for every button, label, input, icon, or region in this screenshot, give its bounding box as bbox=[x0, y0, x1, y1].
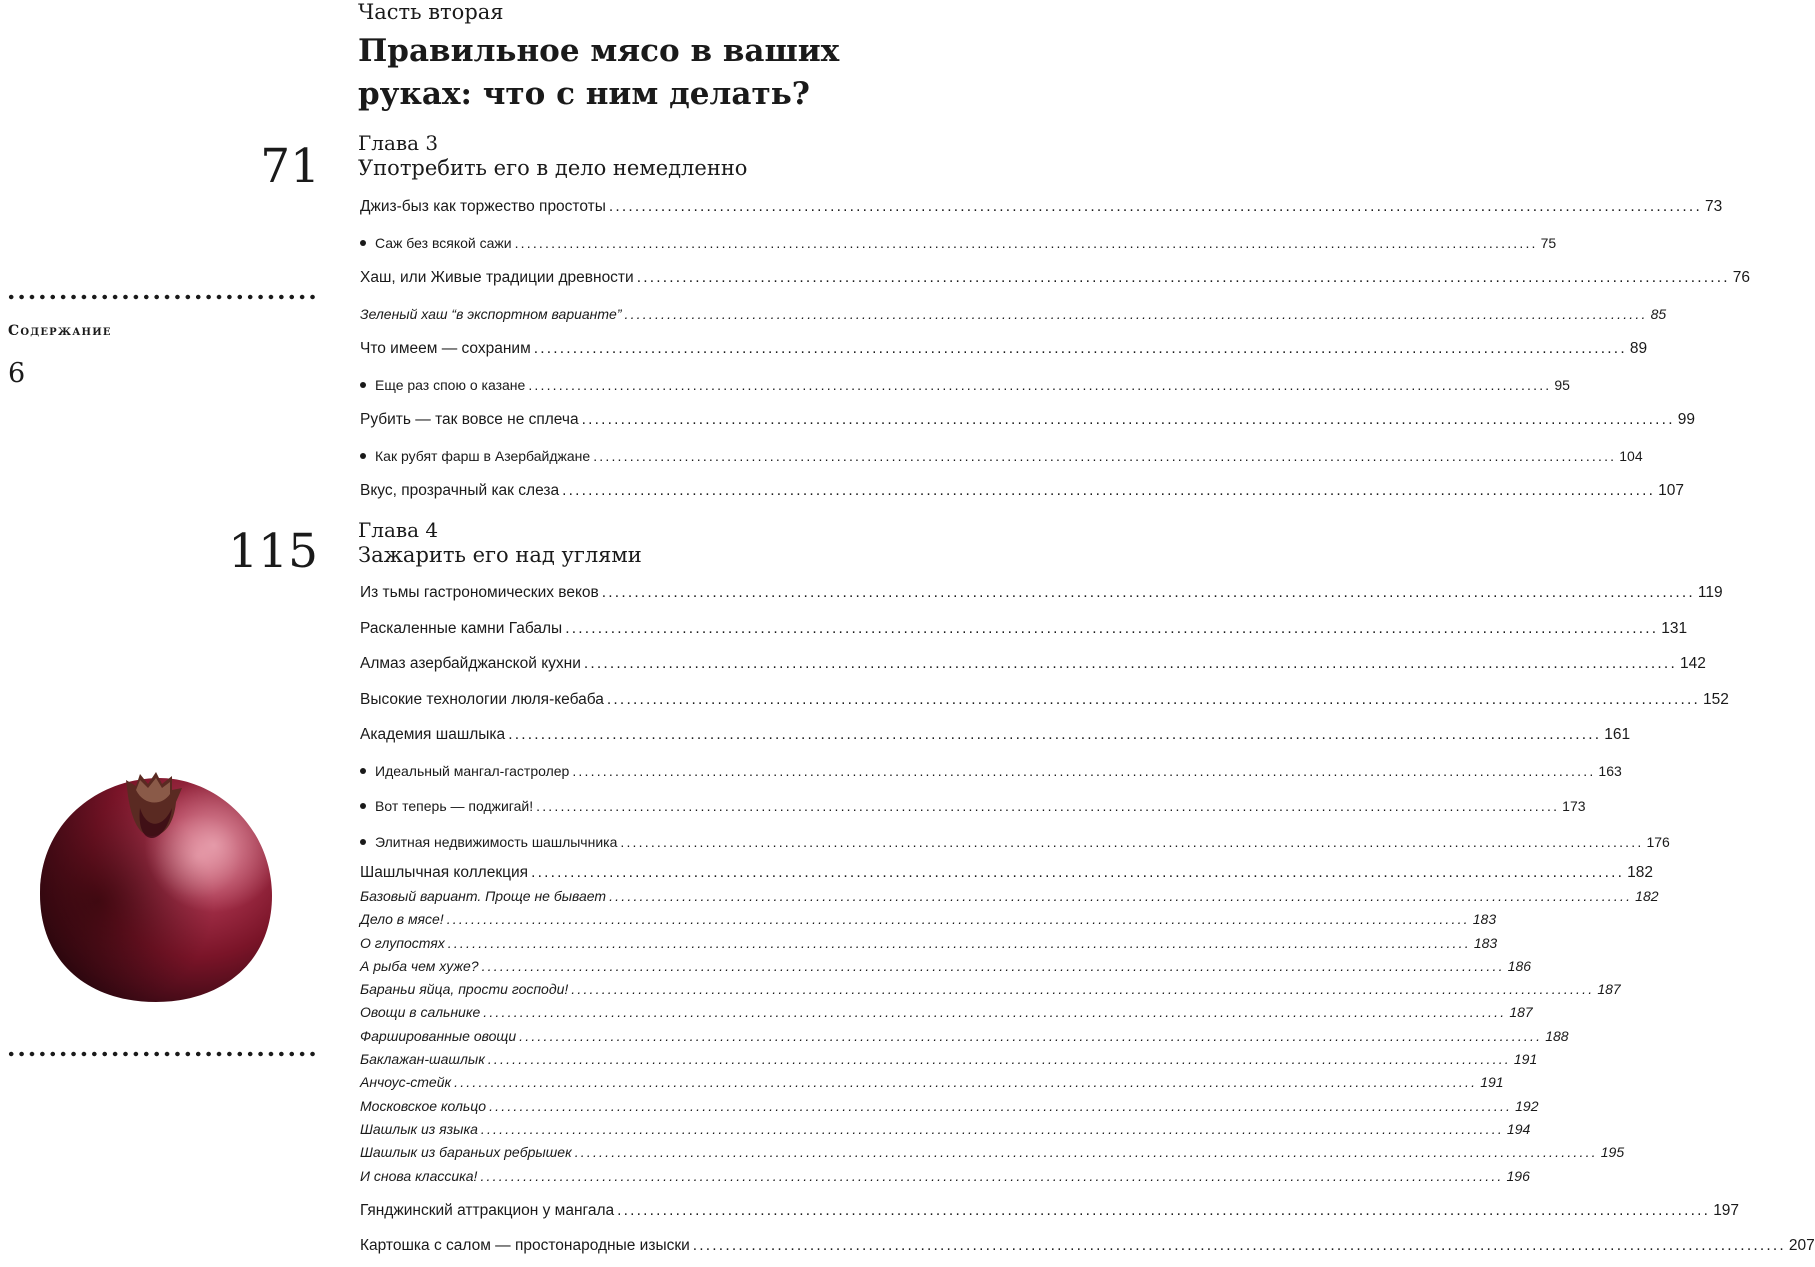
toc-entry[interactable] bbox=[360, 476, 1685, 512]
dot-leader bbox=[488, 1048, 1511, 1070]
dot-leader bbox=[617, 1196, 1710, 1226]
chapter4-label: Глава 4 bbox=[358, 518, 439, 542]
toc-entry-page: 85 bbox=[1650, 305, 1667, 322]
bullet-icon bbox=[360, 803, 366, 809]
toc-entry[interactable] bbox=[360, 1095, 1539, 1118]
toc-entry-title bbox=[360, 862, 528, 884]
toc-entry-title bbox=[360, 405, 579, 435]
toc-entry-text: Джиз-быз как торжество простоты bbox=[360, 198, 606, 215]
toc-entry-title bbox=[360, 263, 634, 293]
toc-entry-text: Что имеем — сохраним bbox=[360, 340, 531, 357]
toc-entry-text: Идеальный мангал-гастролер bbox=[375, 762, 570, 779]
toc-entry[interactable] bbox=[360, 720, 1631, 756]
dot-leader bbox=[483, 1001, 1506, 1023]
toc-entry-title bbox=[360, 1141, 572, 1163]
toc-entry-title bbox=[360, 334, 531, 364]
toc-entry-page: 187 bbox=[1509, 1004, 1533, 1021]
toc-entry-text: Элитная недвижимость шашлычника bbox=[375, 833, 618, 850]
toc-entry-page: 196 bbox=[1506, 1167, 1530, 1184]
toc-entry[interactable] bbox=[360, 1196, 1740, 1232]
section-label: Содержание bbox=[8, 323, 112, 339]
toc-entry-text: Вот теперь — поджигай! bbox=[375, 798, 534, 814]
dot-leader bbox=[565, 614, 1658, 644]
toc-entry-page: 119 bbox=[1697, 584, 1723, 601]
toc-entry-text: Рубить — так вовсе не сплеча bbox=[360, 411, 579, 428]
dot-leader bbox=[480, 1165, 1503, 1187]
toc-entry-text: Саж без всякой сажи bbox=[375, 234, 512, 251]
toc-entry-title bbox=[360, 1025, 516, 1047]
toc-entry-text: Алмаз азербайджанской кухни bbox=[360, 655, 581, 672]
toc-entry[interactable] bbox=[360, 756, 1622, 792]
dot-leader bbox=[448, 932, 1471, 954]
toc-entry-page: 95 bbox=[1554, 376, 1570, 393]
toc-entry[interactable] bbox=[360, 885, 1659, 908]
toc-entry[interactable] bbox=[360, 578, 1723, 614]
toc-entry[interactable] bbox=[360, 1118, 1531, 1141]
chapter4-toc bbox=[360, 578, 1815, 1267]
toc-entry-page: 187 bbox=[1597, 981, 1621, 998]
dot-leader bbox=[609, 885, 1632, 907]
toc-entry-page: 75 bbox=[1540, 234, 1557, 251]
toc-entry-page: 176 bbox=[1646, 833, 1670, 850]
bullet-icon bbox=[360, 768, 366, 774]
pomegranate-image bbox=[36, 766, 276, 1006]
toc-entry[interactable] bbox=[360, 1141, 1625, 1164]
page-number: 6 bbox=[8, 358, 26, 389]
toc-entry[interactable] bbox=[360, 192, 1723, 228]
bullet-icon bbox=[360, 240, 366, 246]
toc-entry-text: Шашлык из языка bbox=[360, 1120, 478, 1137]
toc-entry-page: 99 bbox=[1677, 411, 1695, 428]
toc-entry-title bbox=[360, 578, 599, 608]
dot-leader bbox=[482, 955, 1505, 977]
dot-leader bbox=[481, 1118, 1504, 1140]
toc-entry-page: 197 bbox=[1713, 1201, 1740, 1219]
chapter4-title: Зажарить его над углями bbox=[358, 543, 642, 567]
toc-entry-text: О глупостях bbox=[360, 934, 445, 951]
toc-entry-text: Картошка с салом — простонародные изыски bbox=[360, 1237, 690, 1255]
toc-entry-text: Из тьмы гастрономических веков bbox=[360, 584, 599, 601]
toc-entry-title bbox=[360, 1196, 614, 1226]
toc-entry-text: Московское кольцо bbox=[360, 1097, 487, 1114]
toc-entry-title bbox=[360, 685, 604, 715]
toc-entry-title bbox=[360, 476, 559, 506]
toc-entry[interactable] bbox=[360, 263, 1751, 299]
toc-entry-page: 194 bbox=[1506, 1120, 1531, 1137]
toc-entry-title bbox=[360, 441, 590, 471]
toc-entry-title bbox=[360, 756, 569, 786]
toc-entry[interactable] bbox=[360, 791, 1586, 827]
dot-leader bbox=[534, 334, 1627, 364]
dot-leader bbox=[637, 263, 1730, 293]
dot-leader bbox=[528, 370, 1551, 400]
toc-entry-page: 192 bbox=[1515, 1097, 1539, 1114]
toc-entry-text: Как рубят фарш в Азербайджане bbox=[375, 447, 591, 464]
toc-entry-page: 76 bbox=[1732, 269, 1751, 286]
toc-entry-text: Овощи в сальнике bbox=[360, 1004, 481, 1021]
toc-entry-title bbox=[360, 720, 505, 750]
toc-entry[interactable] bbox=[360, 978, 1621, 1001]
dotted-divider-top bbox=[6, 294, 318, 300]
toc-entry[interactable] bbox=[360, 405, 1695, 441]
toc-entry[interactable] bbox=[360, 370, 1570, 406]
dot-leader bbox=[582, 405, 1675, 435]
toc-entry-text: Шашлык из бараньих ребрышек bbox=[360, 1144, 572, 1161]
chapter3-title: Употребить его в дело немедленно bbox=[358, 156, 748, 180]
toc-entry-text: Шашлычная коллекция bbox=[360, 864, 529, 881]
toc-entry[interactable] bbox=[360, 1165, 1530, 1188]
toc-entry-title bbox=[360, 885, 606, 907]
dot-leader bbox=[454, 1071, 1477, 1093]
toc-entry-page: 104 bbox=[1619, 447, 1643, 464]
dot-leader bbox=[584, 649, 1677, 679]
dot-leader bbox=[575, 1141, 1598, 1163]
toc-entry-page: 152 bbox=[1703, 690, 1729, 708]
toc-entry[interactable] bbox=[360, 228, 1557, 264]
toc-entry-title bbox=[360, 228, 512, 258]
toc-entry-text: Раскаленные камни Габалы bbox=[360, 619, 563, 637]
toc-entry-text: Фаршированные овощи bbox=[360, 1027, 517, 1044]
dot-leader bbox=[572, 756, 1595, 786]
toc-entry-page: 89 bbox=[1629, 340, 1648, 357]
toc-entry-title bbox=[360, 299, 622, 329]
dot-leader bbox=[536, 791, 1559, 821]
part-title: Правильное мясо в ваших руках: что с ним делать? bbox=[358, 33, 840, 112]
toc-entry-title bbox=[360, 1095, 486, 1117]
dot-leader bbox=[508, 720, 1601, 750]
toc-entry-title bbox=[360, 791, 533, 821]
toc-entry-page: 186 bbox=[1507, 957, 1532, 974]
dot-leader bbox=[602, 578, 1695, 608]
chapter3-toc bbox=[360, 192, 1751, 512]
toc-entry-text: Высокие технологии люля-кебаба bbox=[360, 690, 604, 708]
toc-entry-page: 191 bbox=[1480, 1074, 1504, 1091]
toc-entry[interactable] bbox=[360, 862, 1654, 885]
toc-entry-title bbox=[360, 370, 525, 400]
toc-entry-page: 207 bbox=[1788, 1237, 1815, 1255]
toc-entry-text: И снова классика! bbox=[360, 1167, 478, 1184]
chapter4-start-page: 115 bbox=[228, 524, 318, 579]
toc-entry-title bbox=[360, 908, 444, 930]
toc-entry[interactable] bbox=[360, 955, 1532, 978]
toc-entry[interactable] bbox=[360, 1001, 1533, 1024]
toc-entry-title bbox=[360, 1231, 690, 1261]
toc-entry[interactable] bbox=[360, 1025, 1569, 1048]
toc-entry-text: Гянджинский аттракцион у мангала bbox=[360, 1201, 615, 1219]
toc-entry-text: Зеленый хаш “в экспортном варианте” bbox=[360, 305, 622, 322]
toc-entry[interactable] bbox=[360, 1071, 1504, 1094]
toc-entry-page: 183 bbox=[1473, 934, 1498, 951]
toc-entry-page: 182 bbox=[1635, 888, 1659, 904]
dot-leader bbox=[571, 978, 1594, 1000]
toc-entry-text: Академия шашлыка bbox=[360, 726, 506, 743]
toc-entry-title bbox=[360, 1071, 451, 1093]
part-label: Часть вторая bbox=[358, 0, 504, 24]
toc-entry-text: Баклажан-шашлык bbox=[360, 1051, 485, 1068]
toc-entry-text: А рыба чем хуже? bbox=[360, 957, 479, 974]
toc-entry-title bbox=[360, 1165, 477, 1187]
dot-leader bbox=[607, 685, 1700, 715]
toc-entry[interactable] bbox=[360, 614, 1688, 650]
chapter3-start-page: 71 bbox=[260, 139, 320, 194]
toc-entry-text: Анчоус-стейк bbox=[360, 1074, 452, 1091]
toc-entry-text: Базовый вариант. Проще не бывает bbox=[360, 888, 607, 904]
toc-entry-page: 173 bbox=[1562, 798, 1586, 814]
bullet-icon bbox=[360, 453, 366, 459]
toc-entry[interactable] bbox=[360, 685, 1729, 721]
toc-entry-text: Дело в мясе! bbox=[360, 911, 444, 928]
bullet-icon bbox=[360, 839, 366, 845]
toc-entry-text: Хаш, или Живые традиции древности bbox=[360, 269, 634, 286]
toc-entry-title bbox=[360, 1001, 480, 1023]
toc-entry-page: 131 bbox=[1661, 619, 1688, 637]
dotted-divider-bottom bbox=[6, 1051, 318, 1057]
dot-leader bbox=[519, 1025, 1542, 1047]
toc-entry[interactable] bbox=[360, 932, 1498, 955]
toc-entry[interactable] bbox=[360, 299, 1667, 335]
toc-entry-page: 188 bbox=[1545, 1027, 1569, 1044]
toc-entry-text: Бараньи яйца, прости господи! bbox=[360, 981, 569, 998]
dot-leader bbox=[447, 908, 1470, 930]
dot-leader bbox=[609, 192, 1702, 222]
toc-entry-title bbox=[360, 955, 479, 977]
dot-leader bbox=[515, 228, 1538, 258]
toc-entry[interactable] bbox=[360, 1048, 1538, 1071]
toc-entry-title bbox=[360, 978, 568, 1000]
toc-entry-page: 73 bbox=[1704, 198, 1723, 215]
toc-entry[interactable] bbox=[360, 441, 1643, 477]
toc-entry-page: 195 bbox=[1600, 1144, 1625, 1161]
toc-entry-title bbox=[360, 827, 617, 857]
toc-entry-title bbox=[360, 932, 445, 954]
dot-leader bbox=[620, 827, 1643, 857]
toc-entry-title bbox=[360, 1118, 478, 1140]
dot-leader bbox=[489, 1095, 1512, 1117]
toc-entry-page: 161 bbox=[1604, 726, 1631, 743]
toc-entry-page: 183 bbox=[1472, 911, 1497, 928]
dot-leader bbox=[625, 299, 1648, 329]
toc-entry-title bbox=[360, 649, 581, 679]
chapter3-label: Глава 3 bbox=[358, 131, 439, 155]
toc-entry-page: 191 bbox=[1513, 1051, 1538, 1068]
toc-entry[interactable] bbox=[360, 908, 1497, 931]
toc-entry[interactable] bbox=[360, 334, 1648, 370]
toc-entry-text: Еще раз спою о казане bbox=[375, 376, 526, 393]
toc-entry-page: 107 bbox=[1658, 482, 1685, 499]
toc-entry-title bbox=[360, 192, 606, 222]
toc-entry[interactable] bbox=[360, 649, 1706, 685]
dot-leader bbox=[693, 1231, 1786, 1261]
dot-leader bbox=[562, 476, 1655, 506]
bullet-icon bbox=[360, 382, 366, 388]
dot-leader bbox=[593, 441, 1616, 471]
toc-entry-text: Вкус, прозрачный как слеза bbox=[360, 482, 560, 499]
toc-entry-page: 182 bbox=[1627, 864, 1654, 881]
toc-entry[interactable] bbox=[360, 1231, 1815, 1267]
toc-entry-page: 142 bbox=[1679, 655, 1706, 672]
dot-leader bbox=[531, 862, 1624, 884]
toc-entry-title bbox=[360, 614, 562, 644]
toc-entry-page: 163 bbox=[1598, 762, 1622, 779]
toc-entry[interactable] bbox=[360, 827, 1670, 863]
toc-entry-title bbox=[360, 1048, 485, 1070]
